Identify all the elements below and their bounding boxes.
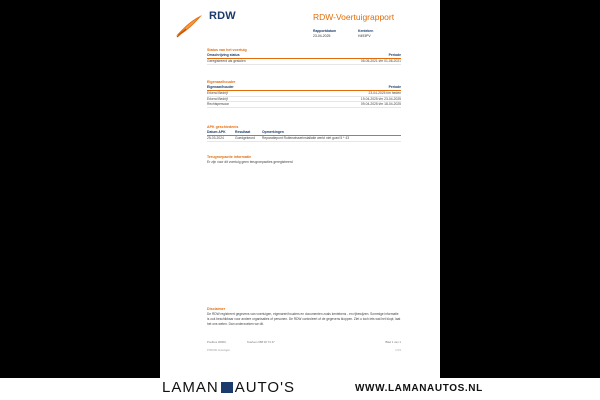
recalls-title: Terugroepactie informatie bbox=[207, 155, 252, 159]
table-row bbox=[207, 59, 401, 65]
footer-address: 9700 RD Groningen bbox=[207, 349, 231, 352]
report-date-value: 23-04-2025 bbox=[313, 34, 331, 38]
status-cell: Geregistreerd als gestolen bbox=[207, 59, 246, 63]
brand-name: RDW bbox=[209, 10, 236, 22]
footer-version: 1.5.5 bbox=[395, 349, 401, 352]
disclaimer-section bbox=[207, 306, 401, 328]
status-col-left: Omschrijving status bbox=[207, 53, 240, 57]
disclaimer-text: De RDW registreert gegevens van voertuigen, eigenaren/houders en documenten zoals kentekens - en rijbewijzen. Sommige informatie is ook beschikbaar voor andere organisaties of personen. De RDW controleert of de gegevens kloppen. Ziet u toch iets wat het klopt, laat het ons weten. Dan onderzoeken we dit. bbox=[207, 312, 401, 327]
dealer-flag-icon bbox=[221, 382, 233, 393]
owners-title: Eigenaar/houder bbox=[207, 80, 236, 84]
license-plate-value: H493PV bbox=[358, 34, 371, 38]
dealer-url: WWW.LAMANAUTOS.NL bbox=[355, 383, 483, 394]
dealer-banner bbox=[0, 378, 600, 400]
report-date bbox=[313, 29, 336, 39]
period-cell: 05-05-2021 t/m 01-06-2021 bbox=[360, 59, 401, 63]
apk-section bbox=[207, 125, 401, 142]
dealer-logo bbox=[162, 379, 295, 396]
owner-cell: Erkend Bedrijf bbox=[207, 91, 228, 95]
recalls-text: Er zijn voor dit voertuig geen terugroepacties geregistreerd bbox=[207, 160, 293, 164]
report-title: RDW-Voertuigrapport bbox=[313, 12, 395, 22]
period-cell: 23-04-2025 t/m heden bbox=[368, 91, 401, 95]
status-col-right: Periode bbox=[388, 53, 401, 57]
table-row bbox=[207, 102, 401, 108]
period-cell: 09-04-2025 t/m 18-04-2025 bbox=[360, 102, 401, 107]
apk-col-result: Resultaat bbox=[235, 130, 251, 134]
status-section bbox=[207, 48, 401, 65]
apk-col-notes: Opmerkingen bbox=[262, 130, 284, 134]
owner-cell: Rechtspersoon bbox=[207, 102, 230, 107]
owners-col-right: Periode bbox=[388, 85, 401, 89]
period-cell: 19-04-2025 t/m 23-04-2025 bbox=[360, 96, 401, 101]
owners-col-left: Eigenaar/houder bbox=[207, 85, 234, 89]
page-footer-secondary bbox=[207, 349, 401, 352]
report-date-label: Rapportdatum bbox=[313, 29, 337, 33]
footer-page: Blad 1 van 1 bbox=[385, 340, 401, 344]
apk-col-date: Datum APK bbox=[207, 130, 226, 134]
owner-cell: Erkend Bedrijf bbox=[207, 96, 228, 101]
license-plate bbox=[358, 29, 373, 39]
dealer-name-left: LAMAN bbox=[162, 379, 219, 396]
page-footer bbox=[207, 340, 401, 344]
disclaimer-title: Disclaimer bbox=[207, 307, 226, 311]
apk-result-cell: Goedgekeurd bbox=[235, 136, 255, 140]
table-row bbox=[207, 136, 401, 142]
recalls-section bbox=[207, 155, 401, 165]
rdw-logo-icon bbox=[174, 12, 204, 38]
apk-title: APK geschiedenis bbox=[207, 125, 239, 129]
apk-notes-cell: Reparatiepunt Ruitenwisserinstallatie werkt niet goed 5 * 43 bbox=[262, 136, 350, 140]
license-plate-label: Kenteken bbox=[358, 29, 374, 33]
owners-section bbox=[207, 80, 401, 108]
apk-date-cell: 25-03-2024 bbox=[207, 136, 224, 140]
status-title: Status van het voertuig bbox=[207, 48, 247, 52]
footer-postbus: Postbus 30000, bbox=[207, 340, 227, 344]
footer-phone: Telefoon 088 00 73 47 bbox=[247, 340, 275, 344]
rdw-report-page bbox=[160, 0, 440, 378]
dealer-name-right: AUTO'S bbox=[234, 379, 295, 396]
